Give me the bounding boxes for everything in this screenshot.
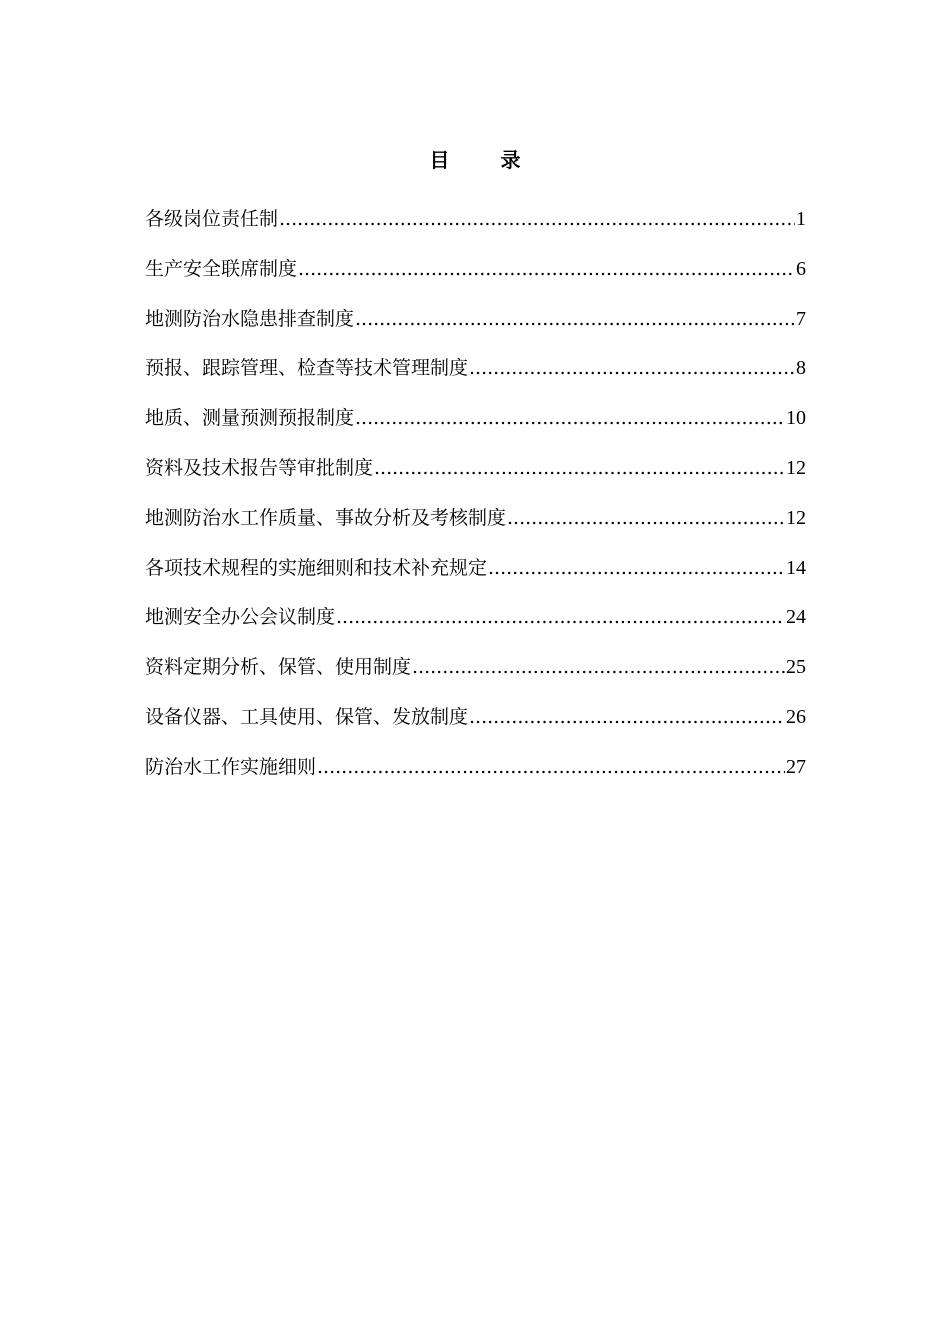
- toc-entry[interactable]: [145, 752, 806, 802]
- toc-entry-title: 地测防治水隐患排查制度: [145, 307, 355, 330]
- toc-entry-title: 地质、测量预测预报制度: [145, 407, 355, 430]
- toc-title: 目 录: [429, 148, 543, 172]
- toc-page-number: 1: [796, 208, 806, 230]
- toc-entry[interactable]: [145, 553, 806, 603]
- toc-entry-title: 生产安全联席制度: [145, 257, 298, 280]
- toc-page-number: 27: [786, 755, 806, 778]
- toc-entry-title: 地测安全办公会议制度: [145, 606, 336, 629]
- toc-entry[interactable]: [145, 304, 806, 354]
- toc-dot-leader: [374, 453, 785, 483]
- toc-entry[interactable]: [145, 503, 806, 553]
- toc-entry[interactable]: [145, 602, 806, 652]
- toc-entry-title: 各项技术规程的实施细则和技术补充规定: [145, 556, 488, 579]
- toc-page-number: 10: [786, 407, 806, 430]
- toc-dot-leader: [469, 702, 785, 732]
- toc-dot-leader: [507, 503, 785, 533]
- toc-entry-title: 防治水工作实施细则: [145, 755, 317, 778]
- toc-entry-title: 资料定期分析、保管、使用制度: [145, 656, 412, 679]
- toc-entry[interactable]: [145, 652, 806, 702]
- toc-dot-leader: [279, 204, 795, 234]
- toc-dot-leader: [355, 304, 795, 334]
- toc-page-number: 14: [786, 556, 806, 579]
- toc-entry[interactable]: [145, 353, 806, 403]
- toc-dot-leader: [317, 752, 785, 782]
- table-of-contents: [145, 204, 806, 802]
- toc-dot-leader: [469, 353, 795, 383]
- toc-dot-leader: [336, 602, 785, 632]
- toc-page-number: 25: [786, 656, 806, 679]
- toc-page-number: 26: [786, 705, 806, 728]
- toc-page-number: 7: [796, 307, 806, 330]
- toc-entry-title: 各级岗位责任制: [145, 208, 279, 230]
- toc-dot-leader: [355, 403, 785, 433]
- toc-entry[interactable]: [145, 702, 806, 752]
- toc-dot-leader: [298, 254, 795, 284]
- toc-entry[interactable]: [145, 403, 806, 453]
- toc-entry-title: 预报、跟踪管理、检查等技术管理制度: [145, 357, 469, 380]
- toc-page-number: 12: [786, 506, 806, 529]
- toc-entry[interactable]: [145, 204, 806, 254]
- toc-entry-title: 资料及技术报告等审批制度: [145, 456, 374, 479]
- toc-page-number: 12: [786, 456, 806, 479]
- toc-entry-title: 地测防治水工作质量、事故分析及考核制度: [145, 506, 507, 529]
- toc-entry[interactable]: [145, 254, 806, 304]
- toc-dot-leader: [412, 652, 785, 682]
- toc-page-number: 6: [796, 257, 806, 280]
- toc-entry-title: 设备仪器、工具使用、保管、发放制度: [145, 705, 469, 728]
- toc-entry[interactable]: [145, 453, 806, 503]
- toc-page-number: 24: [786, 606, 806, 629]
- toc-dot-leader: [488, 553, 785, 583]
- toc-page-number: 8: [796, 357, 806, 380]
